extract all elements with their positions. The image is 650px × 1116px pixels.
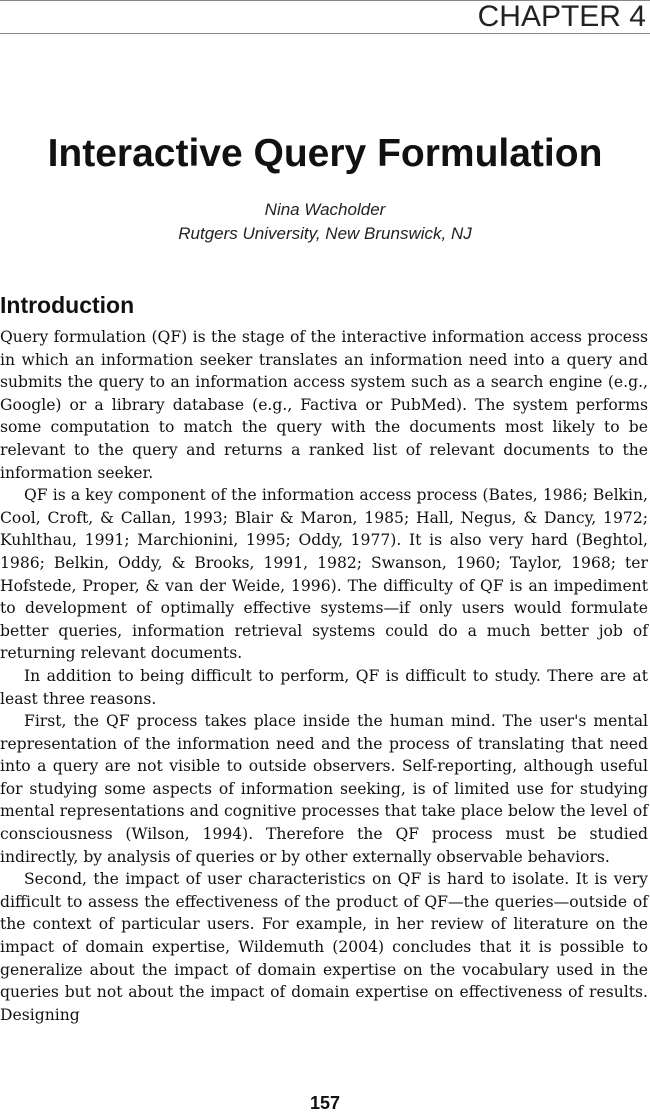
paragraph: First, the QF process takes place inside the human mind. The user's mental representation of the information need and the process of translating that need into a query are not visible to outside observers. Self-reporting, although useful for studying some aspects of information seeking, is of limited use for studying mental representations and cognitive processes that take place below the level of consciousness (Wilson, 1994). Therefore the QF process must be studied indirectly, by analysis of queries or by other externally observable behaviors.: [0, 712, 648, 866]
header-rule: [0, 33, 650, 34]
paragraph: QF is a key component of the information access process (Bates, 1986; Belkin, Cool, Croft, & Callan, 1993; Blair & Maron, 1985; Hall, Negus, & Dancy, 1972; Kuhlthau, 1991; Marchionini, 1995; Oddy, 1977). It is also very hard (Beghtol, 1986; Belkin, Oddy, & Brooks, 1991, 1982; Swanson, 1960; Taylor, 1968; ter Hofstede, Proper, & van der Weide, 1996). The difficulty of QF is an impediment to development of optimally effective systems—if only users would formulate better queries, information retrieval systems could do a much better job of returning relevant documents.: [0, 486, 648, 663]
author-name: Nina Wacholder: [264, 200, 386, 219]
author-affiliation: Rutgers University, New Brunswick, NJ: [178, 224, 472, 243]
paragraph: Second, the impact of user characteristics on QF is hard to isolate. It is very difficult to assess the effectiveness of the product of QF—the queries—outside of the context of particular users. For example, in her review of literature on the impact of domain expertise, Wildemuth (2004) concludes that it is possible to generalize about the impact of domain expertise on the vocabulary used in the queries but not about the impact of domain expertise on effectiveness of results. Designing: [0, 870, 648, 1024]
paragraph: Query formulation (QF) is the stage of the interactive information access process in which an information seeker translates an information need into a query and submits the query to an information access system such as a search engine (e.g., Google) or a library database (e.g., Factiva or PubMed). The system performs some computation to match the query with the documents most likely to be relevant to the query and returns a ranked list of relevant documents to the information seeker.: [0, 328, 648, 482]
chapter-label: CHAPTER 4: [477, 0, 646, 33]
page-number: 157: [309, 1093, 341, 1113]
section-heading: Introduction: [0, 292, 135, 318]
article-title: Interactive Query Formulation: [47, 132, 603, 175]
paragraph: In addition to being difficult to perform, QF is difficult to study. There are at least three reasons.: [0, 666, 648, 708]
body-text: [0, 326, 648, 1026]
